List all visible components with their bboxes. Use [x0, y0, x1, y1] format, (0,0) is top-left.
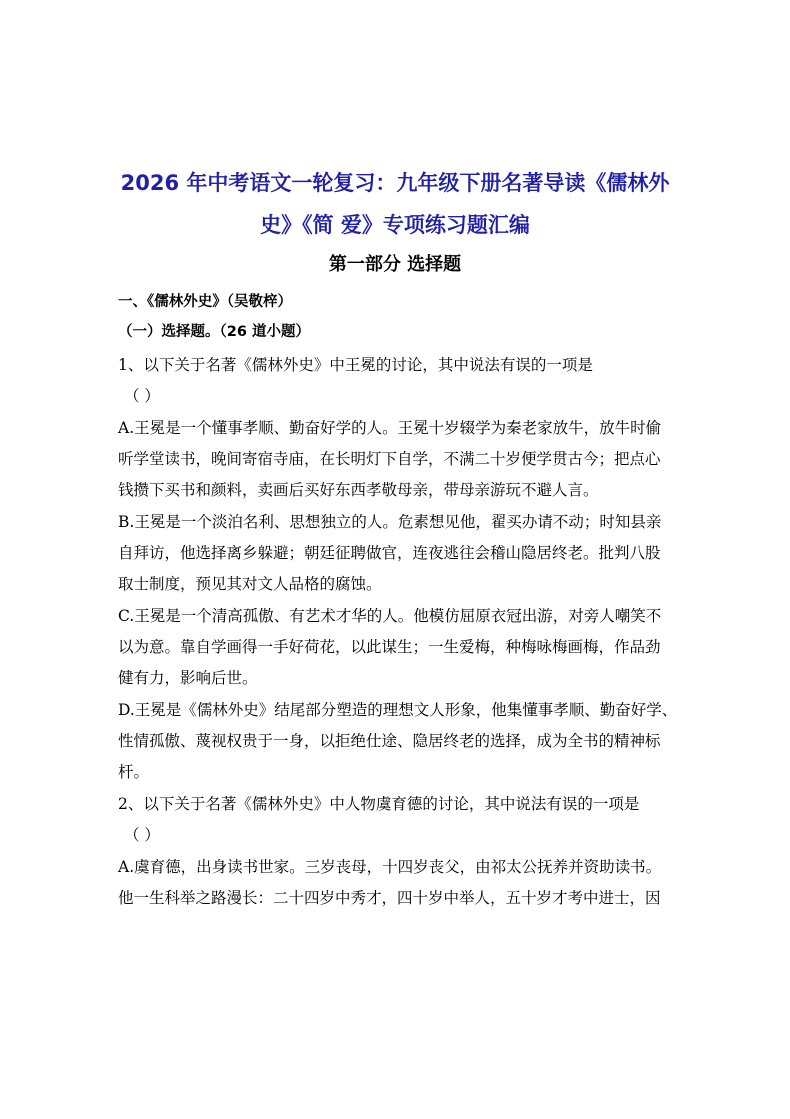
question-1-option-a-line-2: 听学堂读书，晚间寄宿寺庙，在长明灯下自学，不满二十岁便学贯古今；把点心 [118, 450, 661, 468]
question-1-option-b-line-3: 取士制度，预见其对文人品格的腐蚀。 [118, 575, 382, 593]
question-1-option-a-line-1: A.王冕是一个懂事孝顺、勤奋好学的人。王冕十岁辍学为秦老家放牛，放牛时偷 [118, 419, 662, 437]
question-1-blank: （ ） [124, 387, 160, 405]
question-1-option-c-line-3: 健有力，影响后世。 [118, 669, 258, 687]
question-1-option-a-line-3: 钱攒下买书和颜料，卖画后买好东西孝敬母亲，带母亲游玩不避人言。 [118, 481, 599, 499]
question-2-option-a-line-2: 他一生科举之路漫长：二十四岁中秀才，四十岁中举人，五十岁才考中进士，因 [118, 889, 661, 907]
document-title-line-1: 2026 年中考语文一轮复习：九年级下册名著导读《儒林外 [120, 171, 670, 195]
question-1-option-d-line-1: D.王冕是《儒林外史》结尾部分塑造的理想文人形象，他集懂事孝顺、勤奋好学、 [118, 701, 678, 719]
question-1-option-c-line-1: C.王冕是一个清高孤傲、有艺术才华的人。他模仿屈原衣冠出游，对旁人嘲笑不 [118, 607, 662, 625]
question-1-option-b-line-2: 自拜访，他选择离乡躲避；朝廷征聘做官，连夜逃往会稽山隐居终老。批判八股 [118, 544, 661, 562]
question-1-stem: 1、以下关于名著《儒林外史》中王冕的讨论，其中说法有误的一项是 [118, 356, 593, 374]
question-2-stem: 2、以下关于名著《儒林外史》中人物虞育德的讨论，其中说法有误的一项是 [118, 795, 640, 813]
subsection-heading: （一）选择题。（26 道小题） [118, 324, 310, 340]
question-1-option-d-line-3: 杆。 [118, 763, 150, 781]
part-heading: 第一部分 选择题 [328, 254, 462, 275]
question-1-option-c-line-2: 以为意。靠自学画得一手好荷花，以此谋生；一生爱梅，种梅咏梅画梅，作品劲 [118, 638, 661, 656]
question-1-option-b-line-1: B.王冕是一个淡泊名利、思想独立的人。危素想见他，翟买办请不动；时知县亲 [118, 513, 662, 531]
section-heading: 一、《儒林外史》（吴敬梓） [118, 294, 292, 310]
question-2-blank: （ ） [124, 826, 160, 844]
question-2-option-a-line-1: A.虞育德，出身读书世家。三岁丧母，十四岁丧父，由祁太公抚养并资助读书。 [118, 858, 662, 876]
document-title-line-2: 史》《简 爱》专项练习题汇编 [260, 213, 530, 237]
question-1-option-d-line-2: 性情孤傲、蔑视权贵于一身，以拒绝仕途、隐居终老的选择，成为全书的精神标 [118, 732, 661, 750]
